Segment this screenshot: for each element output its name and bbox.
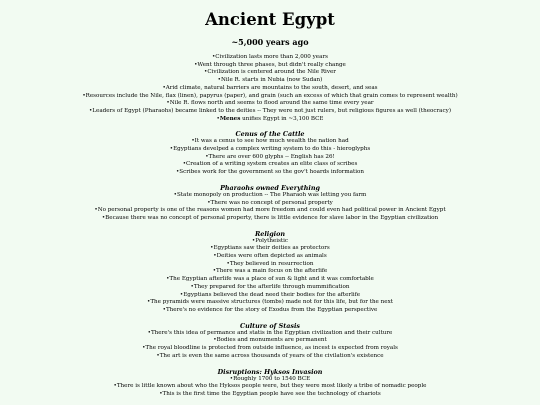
- list-item: •They believed in resurrection: [226, 260, 314, 267]
- section-heading: Pharaohs owned Everything: [220, 183, 320, 192]
- list-item: •Arid climate, natural barriers are mountains to the south, desert, and seas: [162, 84, 378, 91]
- list-item: •Scribes work for the government so the gov't hoards information: [175, 169, 365, 176]
- section-religion: [0, 230, 540, 315]
- list-item: •Went through three phases, but didn't really change: [194, 61, 346, 68]
- list-item: •They prepared for the afterlife through mummification: [190, 283, 350, 290]
- list-item: •The pyramids were massive structures (tombs) made not for this life, but for the next: [147, 299, 393, 306]
- bullet: •: [216, 115, 220, 122]
- list-item: •The royal bloodline is protected from outside influence, as incest is expected from royals: [142, 345, 398, 352]
- list-item: •Nile R. starts in Nubia (now Sudan): [217, 77, 323, 84]
- section-lines: [0, 192, 540, 223]
- list-item: •Civilization lasts more than 2,000 years: [212, 54, 328, 60]
- list-item: •Roughly 1700 to 1540 BCE: [229, 375, 311, 382]
- section-heading: Culture of Stasis: [240, 321, 300, 330]
- list-item: •There are over 600 glyphs -- English has 26!: [205, 153, 335, 160]
- list-item: •Egyptians believed the dead need their bodies for the afterlife: [179, 291, 361, 298]
- list-item: •Creation of a writing system creates an elite class of scribes: [182, 161, 358, 168]
- section-cenus-of-the-cattle: [0, 130, 540, 177]
- list-item: •Deities were often depicted as animals: [213, 253, 327, 260]
- list-item: •Polytheistic: [251, 237, 289, 244]
- section-lines: [0, 238, 540, 315]
- section-lines: [0, 330, 540, 361]
- list-item: •Civilization is centered around the Nile River: [204, 69, 336, 76]
- section-pharaohs-owned-everything: [0, 184, 540, 223]
- list-item: •There was a main focus on the afterlife: [212, 268, 328, 275]
- list-item-menes: [0, 116, 540, 124]
- list-item: •State monopoly on production -- The Pharaoh was letting you farm: [173, 191, 367, 198]
- list-item: •Egyptians saw their deities as protectors: [210, 245, 330, 252]
- list-item: •Because there was no concept of personal property, there is little evidence for slave labor in the Egyptian civilization: [101, 214, 439, 221]
- list-item: •Leaders of Egypt (Pharaohs) became linked to the deities -- They were not just rulers, but religious figures as well (theocracy): [89, 107, 451, 114]
- section-lines: [0, 376, 540, 399]
- list-item: •It was a cenus to see how much wealth the nation had: [191, 138, 349, 145]
- section-culture-of-stasis: [0, 322, 540, 361]
- list-item: •Nile R. flows north and seems to flood around the same time every year: [166, 100, 374, 107]
- list-item: •Resources include the Nile, flax (linen), papyrus (paper), and grain (such an excess of which that grain comes to represent wealth): [82, 92, 458, 99]
- menes-name: Menes: [219, 115, 241, 122]
- list-item: •There's this idea of permance and statis in the Egyptian civilization and their culture: [147, 329, 393, 336]
- list-item: •The art is even the same across thousands of years of the civilation's existence: [156, 352, 384, 359]
- list-item: •There's no evidence for the story of Exodus from the Egyptian perspective: [162, 306, 378, 313]
- section-heading: Disruptions: Hyksos Invasion: [217, 367, 323, 376]
- list-item: •Bodies and monuments are permanent: [213, 337, 327, 344]
- page-title: Ancient Egypt: [205, 10, 335, 29]
- list-item: •This is the first time the Egyptian people have see the technology of chariots: [159, 390, 381, 397]
- intro-lines: [0, 54, 540, 123]
- section-hyksos-invasion: [0, 368, 540, 399]
- section-heading: Cenus of the Cattle: [235, 130, 305, 139]
- list-item: •Egyptians develped a complex writing system to do this - hieroglyphs: [169, 146, 371, 153]
- section-lines: [0, 138, 540, 177]
- section-heading: Religion: [254, 229, 286, 238]
- list-item: •There is little known about who the Hyksos people were, but they were most likely a tribe of nomadic people: [113, 383, 427, 390]
- list-item: •No personal property is one of the reasons women had more freedom and could even had political power in Ancient Egypt: [94, 207, 446, 214]
- page-subtitle: ~5,000 years ago: [231, 37, 309, 47]
- list-item: •There was no concept of personal property: [207, 199, 333, 206]
- list-item: •The Egyptian afterlife was a place of sun & light and it was comfortable: [166, 276, 374, 283]
- menes-rest: unifies Egypt in ~3,100 BCE: [240, 115, 324, 122]
- intro-section: [0, 54, 540, 123]
